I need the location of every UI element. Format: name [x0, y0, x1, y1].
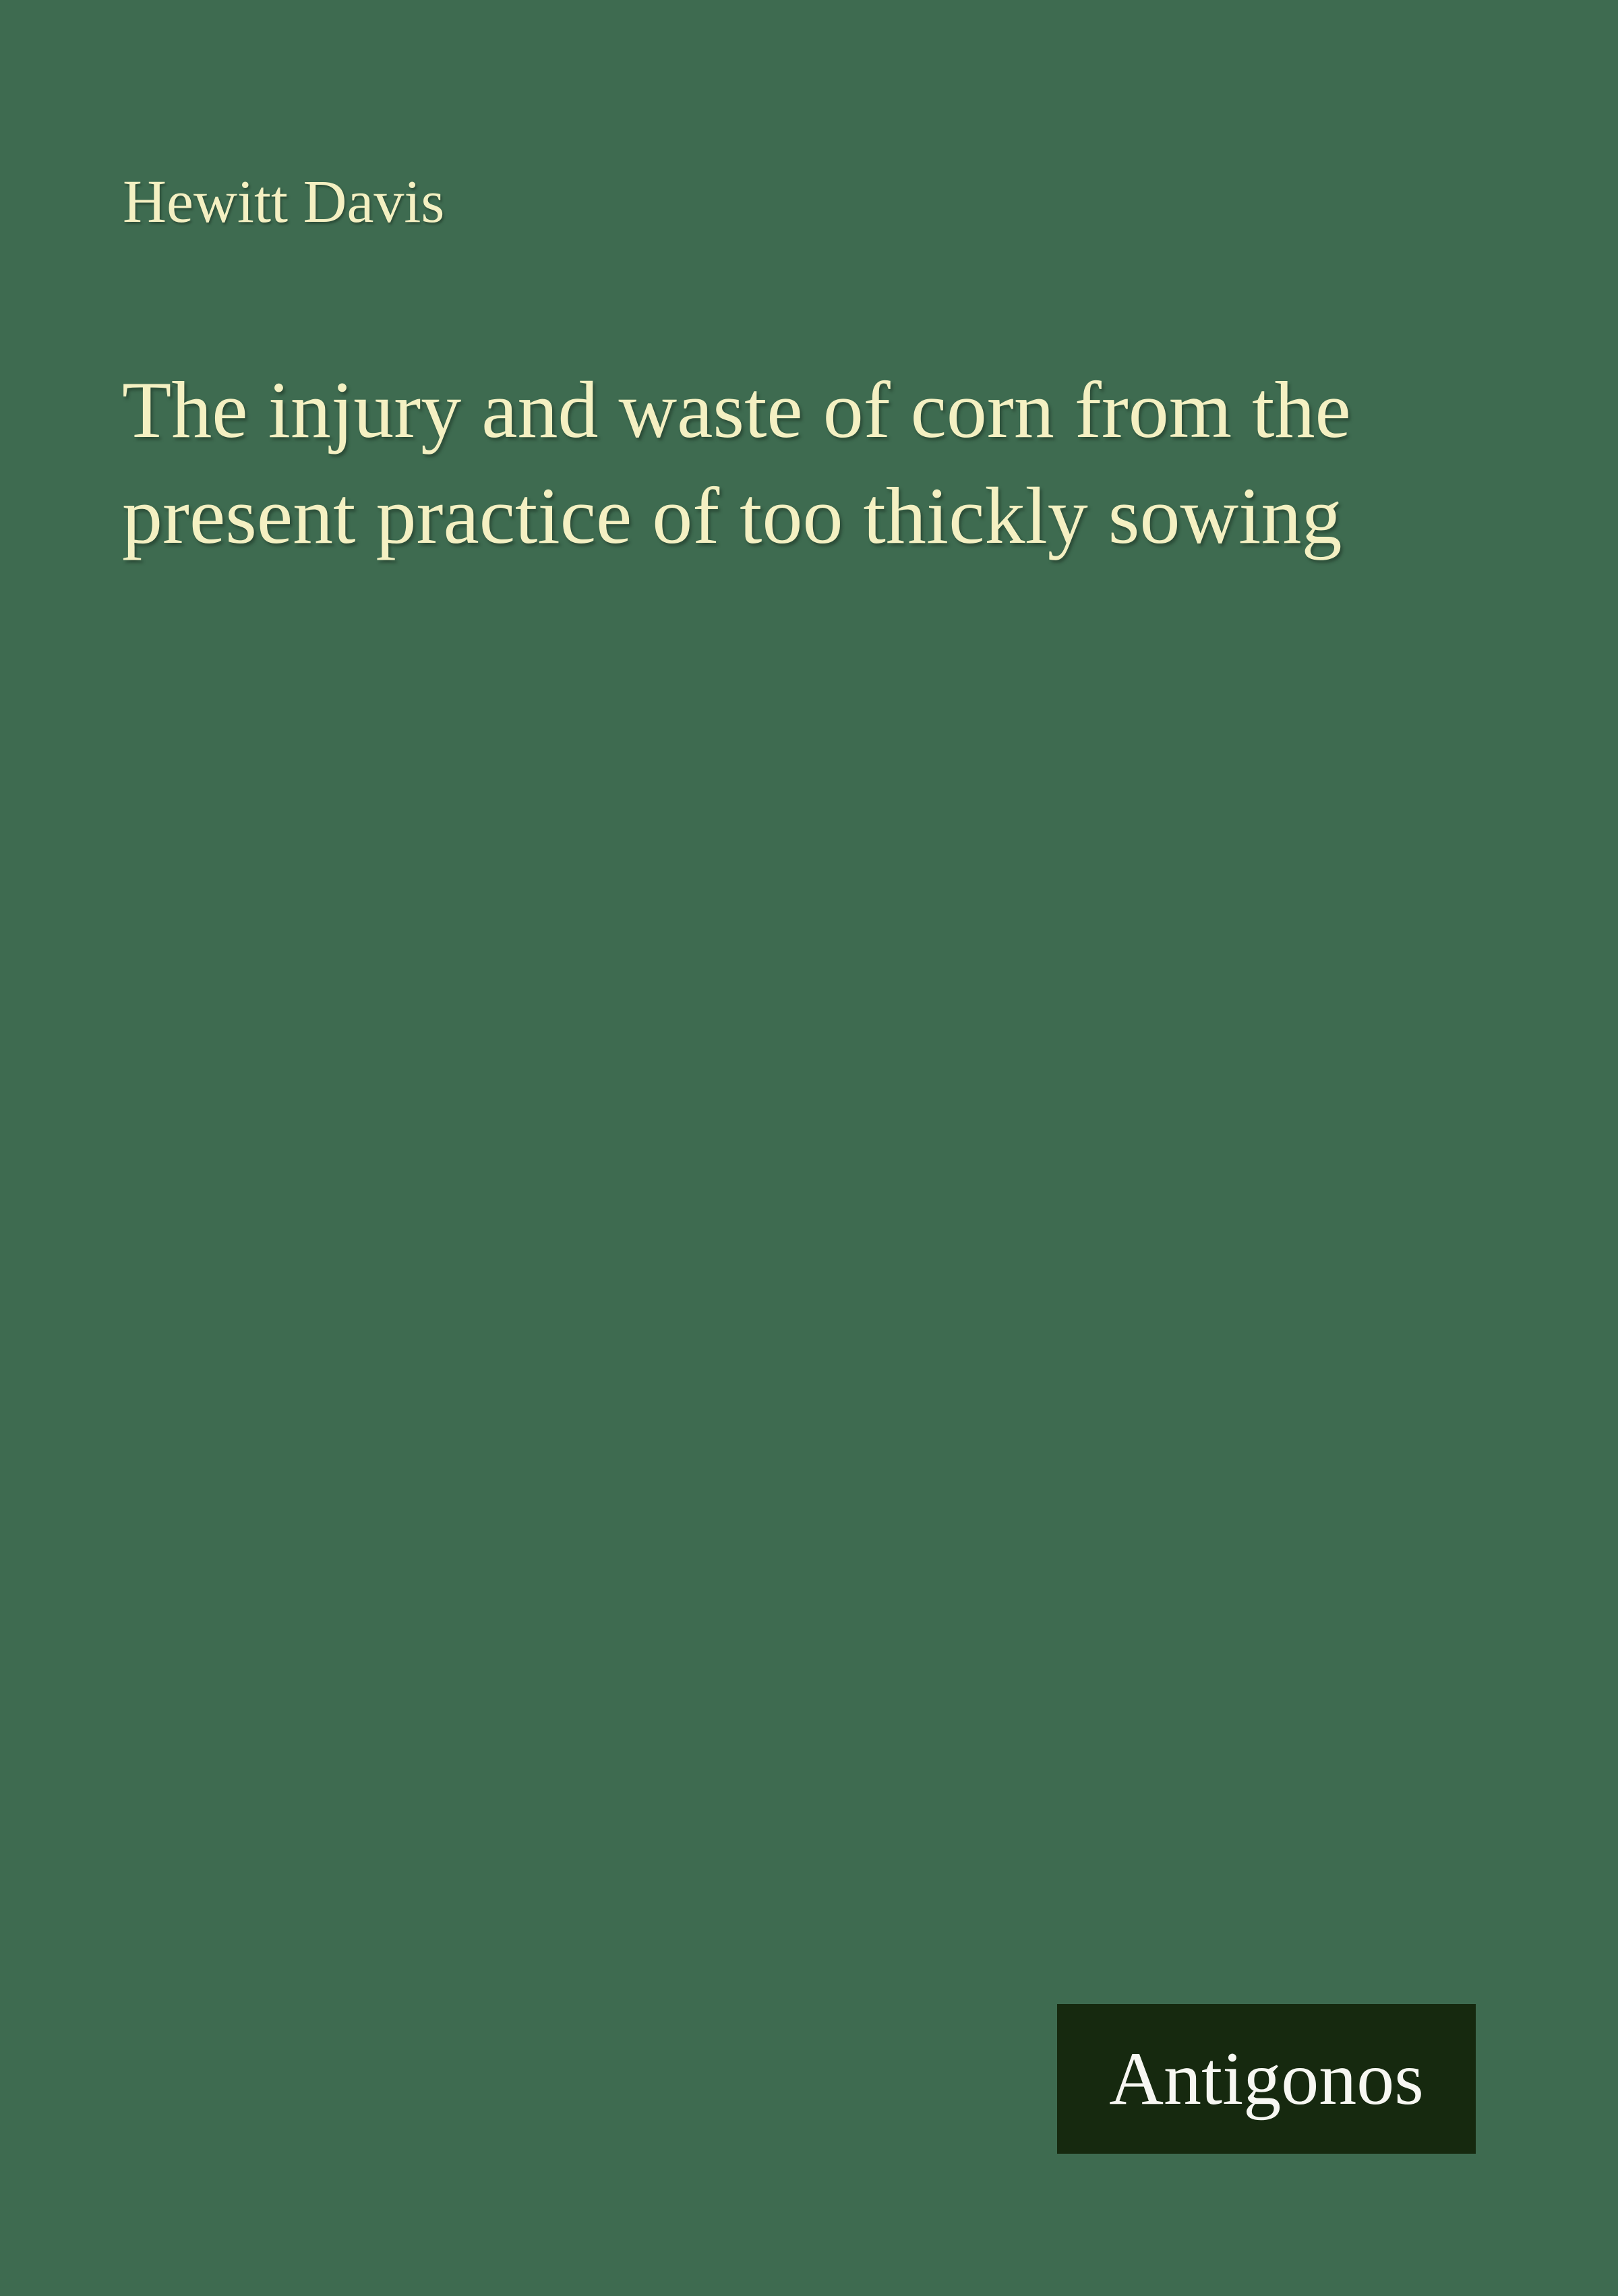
title-line-2: present practice of too thickly sowing [122, 471, 1342, 560]
title-line-1: The injury and waste of corn from the [122, 365, 1351, 454]
publisher-name: Antigonos [1109, 2036, 1424, 2121]
author-name: Hewitt Davis [123, 169, 445, 235]
book-title [122, 357, 1351, 568]
publisher-badge [1057, 2004, 1476, 2154]
